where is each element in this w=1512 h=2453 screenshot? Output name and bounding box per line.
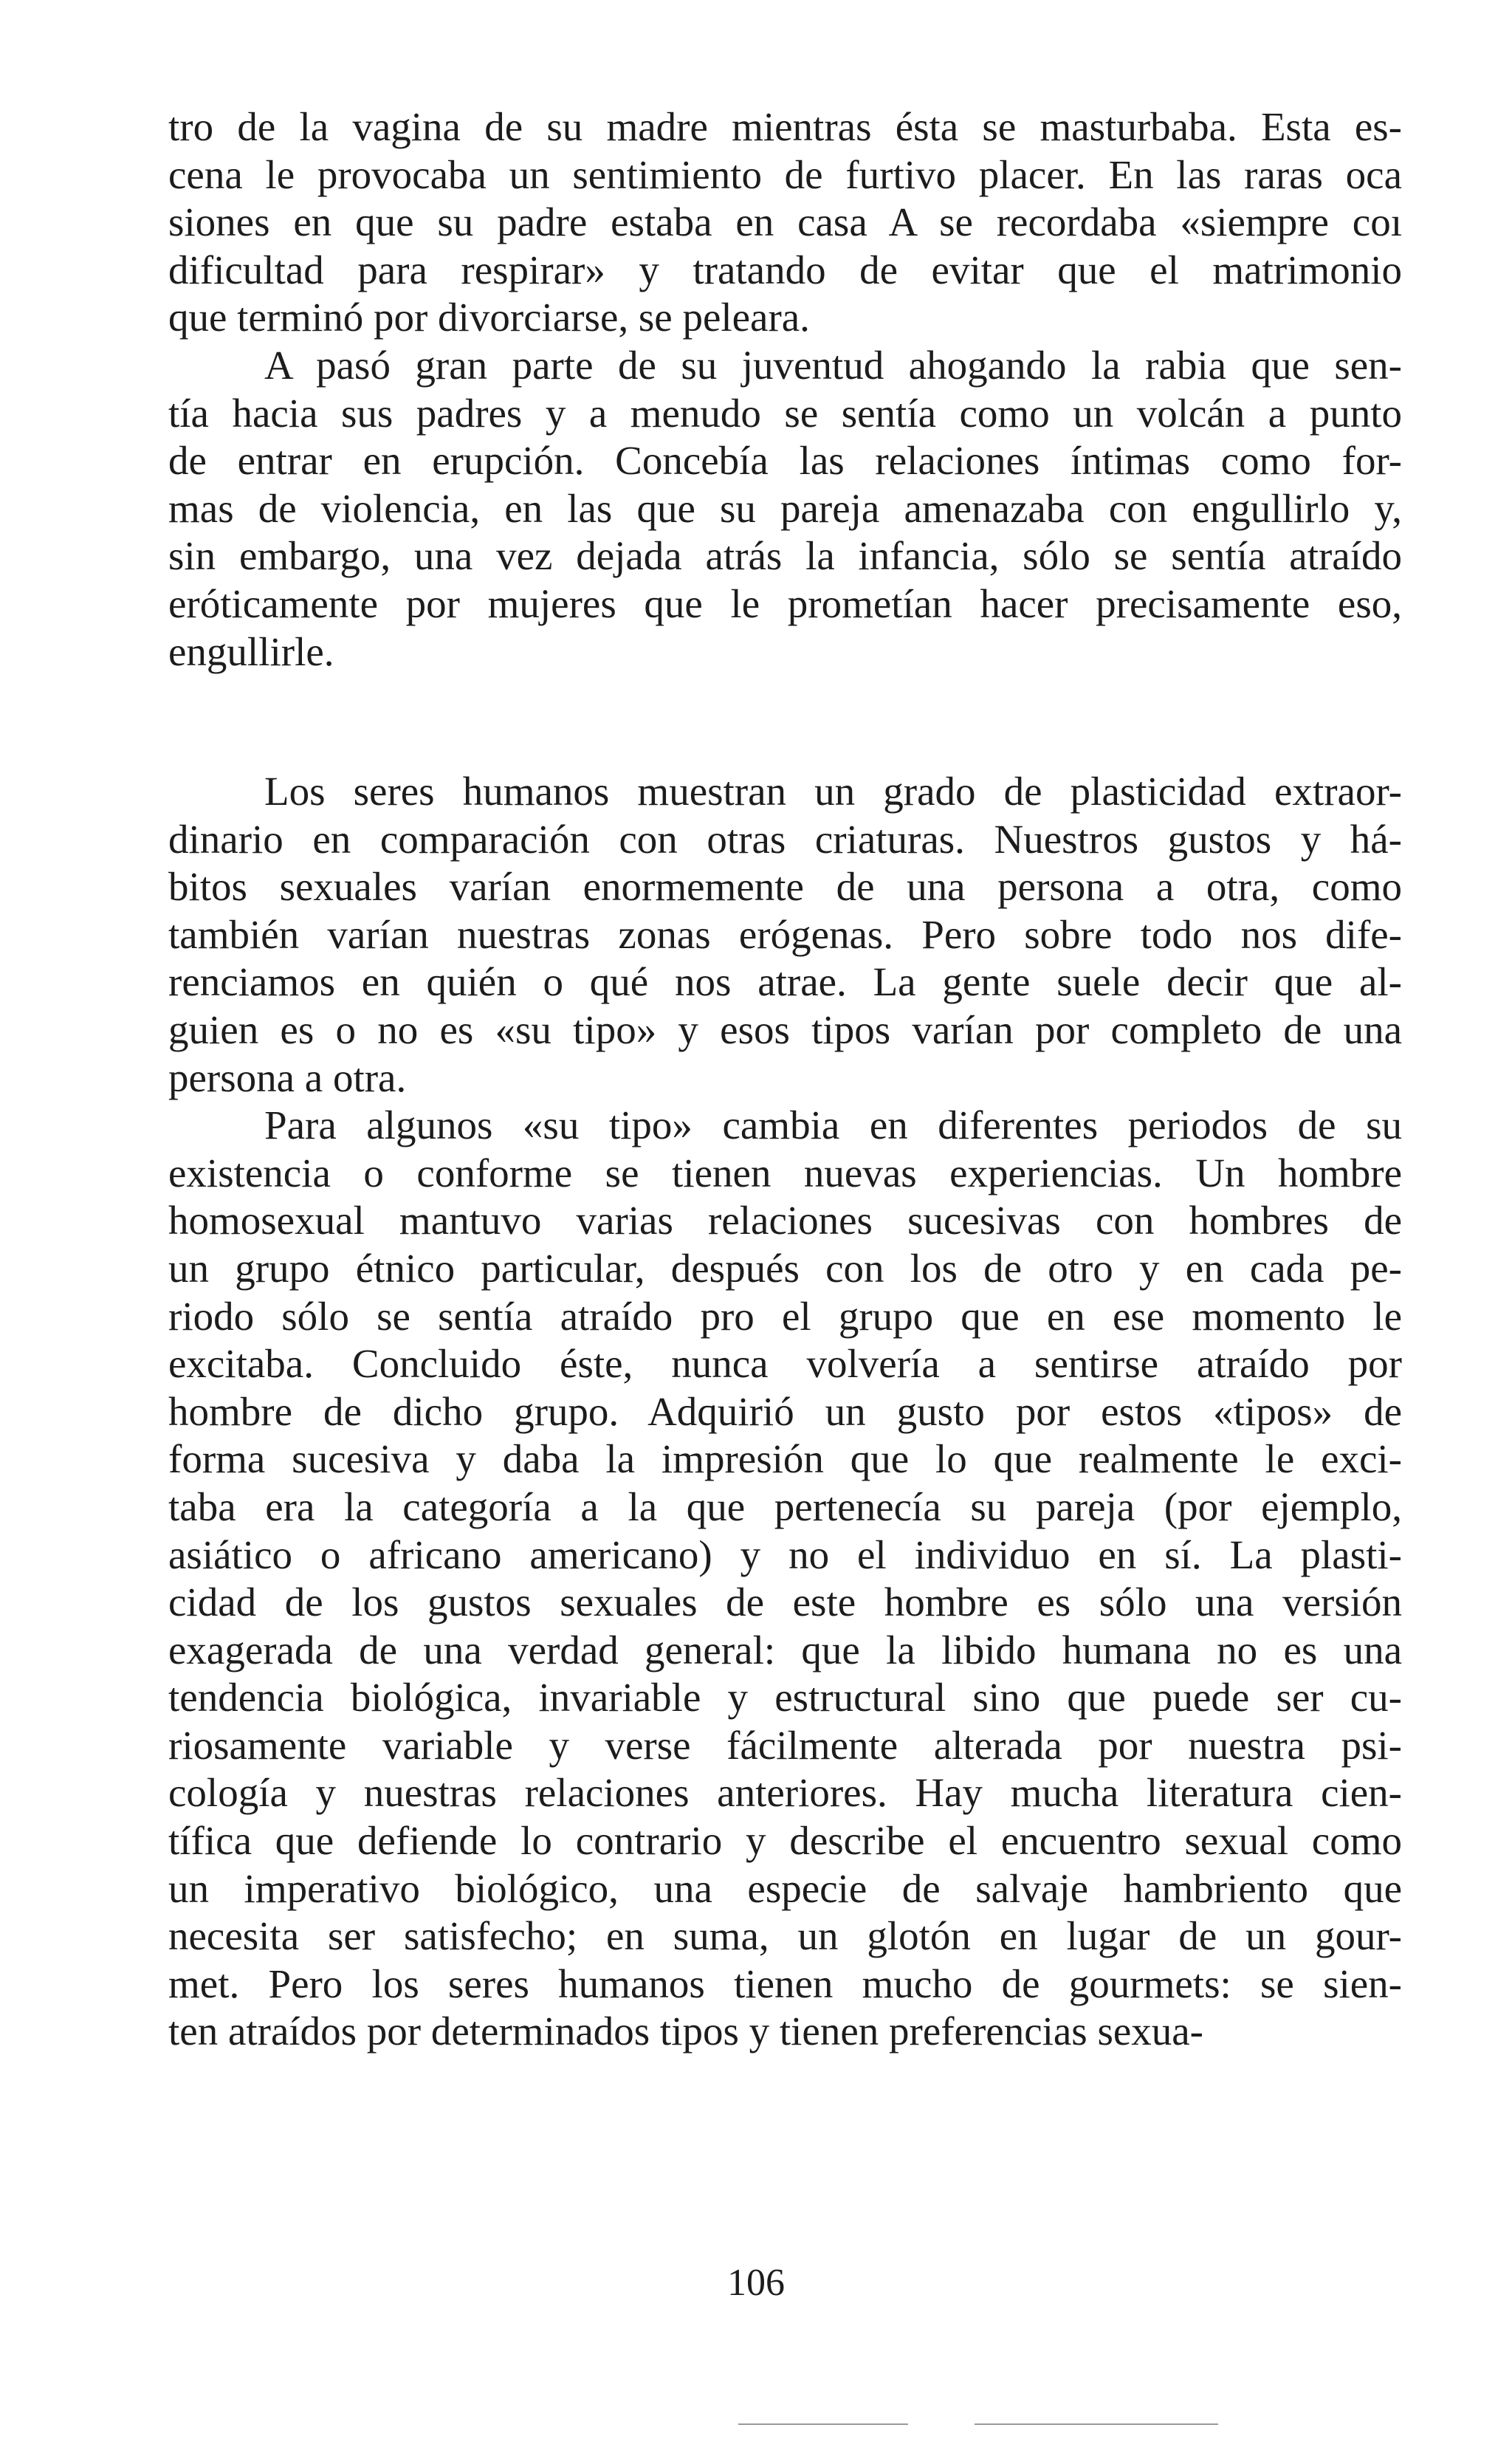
- text-block-bottom: [168, 768, 1402, 2056]
- text-line: renciamos en quién o qué nos atrae. La gente suele decir que al-: [168, 959, 1402, 1005]
- text-line: bitos sexuales varían enormemente de una persona a otra, como: [168, 864, 1402, 910]
- text-line: exagerada de una verdad general: que la libido humana no es una: [168, 1627, 1402, 1672]
- text-line: tía hacia sus padres y a menudo se sentía como un volcán a punto: [168, 390, 1402, 436]
- text-line: hombre de dicho grupo. Adquirió un gusto por estos «tipos» de: [168, 1388, 1402, 1434]
- text-line: ten atraídos por determinados tipos y tienen preferencias sexua-: [168, 2008, 1203, 2054]
- text-line: eróticamente por mujeres que le prometían hacer precisamente eso,: [168, 580, 1402, 626]
- bottom-rule-left: [738, 2423, 908, 2425]
- bottom-rule-right: [975, 2423, 1218, 2425]
- text-line: cidad de los gustos sexuales de este hombre es sólo una versión: [168, 1579, 1402, 1625]
- text-line: forma sucesiva y daba la impresión que lo que realmente le exci-: [168, 1436, 1402, 1482]
- text-line: también varían nuestras zonas erógenas. Pero sobre todo nos dife-: [168, 911, 1402, 957]
- text-line: existencia o conforme se tienen nuevas experiencias. Un hombre: [168, 1150, 1402, 1195]
- text-line: A pasó gran parte de su juventud ahogando la rabia que sen-: [264, 342, 1402, 388]
- text-line: engullirle.: [168, 628, 334, 674]
- text-line: un grupo étnico particular, después con los de otro y en cada pe-: [168, 1245, 1402, 1291]
- text-line: de entrar en erupción. Concebía las relaciones íntimas como for-: [168, 438, 1402, 484]
- text-line: riosamente variable y verse fácilmente alterada por nuestra psi-: [168, 1722, 1402, 1768]
- text-line: asiático o africano americano) y no el individuo en sí. La plasti-: [168, 1531, 1402, 1577]
- text-line: sin embargo, una vez dejada atrás la infancia, sólo se sentía atraído: [168, 533, 1402, 579]
- page-number: 106: [727, 2262, 785, 2304]
- text-line: persona a otra.: [168, 1054, 407, 1100]
- text-line: cología y nuestras relaciones anteriores. Hay mucha literatura cien-: [168, 1770, 1402, 1816]
- text-line: riodo sólo se sentía atraído pro el grupo que en ese momento le: [168, 1293, 1402, 1339]
- text-line: un imperativo biológico, una especie de salvaje hambriento que: [168, 1865, 1402, 1911]
- text-block-top: [168, 103, 1402, 676]
- text-line: tífica que defiende lo contrario y describe el encuentro sexual como: [168, 1818, 1402, 1864]
- text-line: dificultad para respirar» y tratando de evitar que el matrimonio: [168, 247, 1402, 292]
- text-line: guien es o no es «su tipo» y esos tipos varían por completo de una: [168, 1006, 1402, 1052]
- text-line: tro de la vagina de su madre mientras ésta se masturbaba. Esta es-: [168, 104, 1402, 149]
- paragraph: [168, 768, 1402, 1102]
- text-line: mas de violencia, en las que su pareja amenazaba con engullirlo y,: [168, 485, 1402, 531]
- paragraph: [168, 342, 1402, 676]
- text-line: dinario en comparación con otras criaturas. Nuestros gustos y há-: [168, 816, 1402, 862]
- text-line: tendencia biológica, invariable y estructural sino que puede ser cu-: [168, 1675, 1402, 1720]
- text-line: Para algunos «su tipo» cambia en diferentes periodos de su: [264, 1102, 1402, 1148]
- text-line: siones en que su padre estaba en casa A se recordaba «siempre coı: [168, 199, 1402, 245]
- text-line: cena le provocaba un sentimiento de furtivo placer. En las raras oca: [168, 151, 1402, 197]
- text-line: met. Pero los seres humanos tienen mucho de gourmets: se sien-: [168, 1960, 1402, 2006]
- paragraph: [168, 103, 1402, 342]
- text-line: excitaba. Concluido éste, nunca volvería a sentirse atraído por: [168, 1341, 1402, 1387]
- text-line: taba era la categoría a la que pertenecía su pareja (por ejemplo,: [168, 1483, 1402, 1529]
- paragraph: [168, 1102, 1402, 2056]
- text-line: homosexual mantuvo varias relaciones sucesivas con hombres de: [168, 1198, 1402, 1243]
- text-line: que terminó por divorciarse, se peleara.: [168, 295, 810, 340]
- text-line: necesita ser satisfecho; en suma, un glotón en lugar de un gour-: [168, 1913, 1402, 1959]
- text-line: Los seres humanos muestran un grado de plasticidad extraor-: [264, 769, 1402, 814]
